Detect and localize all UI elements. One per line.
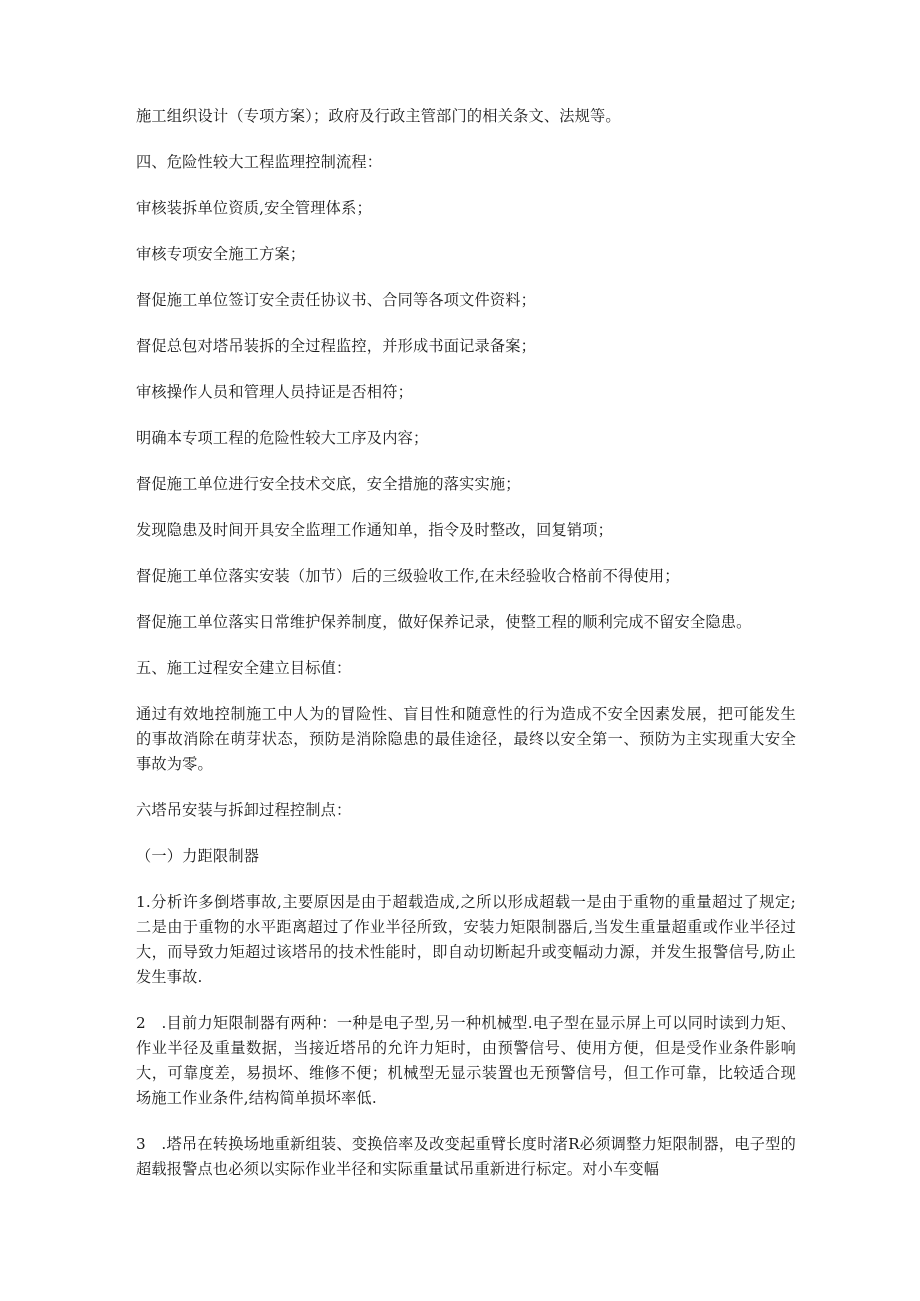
list-item: 督促施工单位落实日常维护保养制度，做好保养记录，使整工程的顺利完成不留安全隐患。 xyxy=(136,613,752,631)
list-item: 督促施工单位落实安装（加节）后的三级验收工作,在未经验收合格前不得使用； xyxy=(136,567,680,585)
list-item: 明确本专项工程的危险性较大工序及内容； xyxy=(136,429,429,447)
paragraph-point-3: 3 .塔吊在转换场地重新组装、变换倍率及改变起重臂长度时渚R必须调整力矩限制器，电子型的超载报警点也必须以实际作业半径和实际重量试吊重新进行标定。对小车变幅 xyxy=(136,1135,796,1178)
heading-section-4: 四、危险性较大工程监理控制流程： xyxy=(136,153,383,171)
heading-section-6: 六塔吊安装与拆卸过程控制点： xyxy=(136,801,352,819)
list-item: 审核操作人员和管理人员持证是否相符； xyxy=(136,383,413,401)
paragraph-goal: 通过有效地控制施工中人为的冒险性、盲目性和随意性的行为造成不安全因素发展，把可能发生的事故消除在萌芽状态，预防是消除隐患的最佳途径，最终以安全第一、预防为主实现重大安全事故为零。 xyxy=(136,705,796,773)
list-item: 督促施工单位签订安全责任协议书、合同等各项文件资料； xyxy=(136,291,537,309)
paragraph-basis: 施工组织设计（专项方案）；政府及行政主管部门的相关条文、法规等。 xyxy=(136,107,621,125)
heading-section-5: 五、施工过程安全建立目标值： xyxy=(136,659,352,677)
subheading-torque-limiter: （一）力距限制器 xyxy=(136,847,260,865)
list-item: 审核专项安全施工方案； xyxy=(136,245,306,263)
list-item: 审核装拆单位资质,安全管理体系； xyxy=(136,199,372,217)
list-item: 发现隐患及时间开具安全监理工作通知单，指令及时整改，回复销项； xyxy=(136,521,614,539)
paragraph-point-2: 2 .目前力矩限制器有两种：一种是电子型,另一种机械型.电子型在显示屏上可以同时读到力矩、作业半径及重量数据，当接近塔吊的允许力矩时，由预警信号、使用方便，但是受作业条件影响大，可靠度差，易损坏、维修不便；机械型无显示装置也无预警信号，但工作可靠，比较适合现场施工作业条件,结构简单损坏率低. xyxy=(136,1014,796,1107)
list-item: 督促施工单位进行安全技术交底，安全措施的落实实施； xyxy=(136,475,521,493)
paragraph-point-1: 1.分析许多倒塔事故,主要原因是由于超载造成,之所以形成超载一是由于重物的重量超过了规定;二是由于重物的水平距离超过了作业半径所致，安装力矩限制器后,当发生重量超重或作业半径过大，而导致力矩超过该塔吊的技术性能时，即自动切断起升或变幅动力源，并发生报警信号,防止发生事故. xyxy=(136,893,796,986)
document-page xyxy=(136,104,796,1203)
list-item: 督促总包对塔吊装拆的全过程监控，并形成书面记录备案； xyxy=(136,337,537,355)
